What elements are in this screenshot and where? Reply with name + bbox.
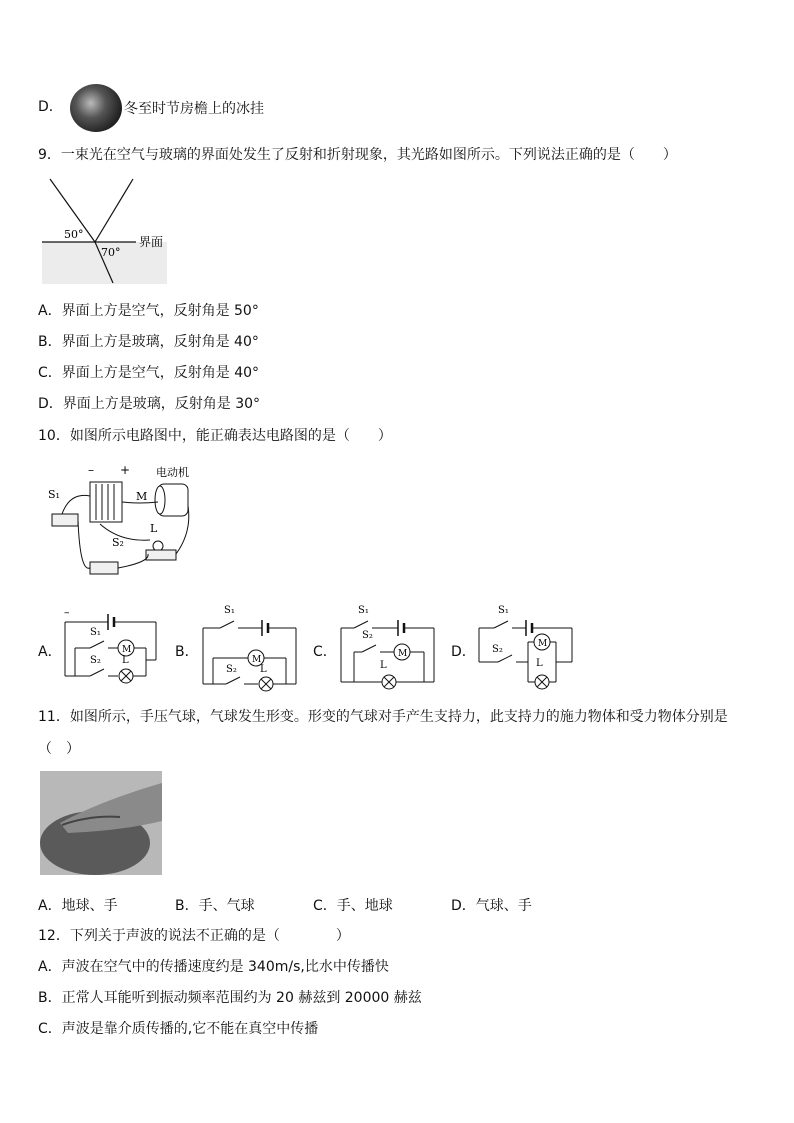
reflected-ray: [95, 179, 133, 242]
switch-s1: [52, 514, 78, 526]
q10-circuit-a: [60, 608, 160, 688]
q11-option-d: D．气球、手: [451, 898, 532, 914]
circuit-b-l: L: [260, 664, 267, 675]
battery-minus: –: [88, 463, 94, 477]
icicle-photo: [70, 84, 122, 132]
circuit-a-l: L: [122, 655, 129, 666]
q10-circuit-d: [474, 600, 579, 692]
angle-right-label: 70°: [101, 246, 121, 259]
q10-option-a-label: A．: [38, 644, 62, 660]
q9-option-c: C．界面上方是空气，反射角是 40°: [38, 365, 260, 381]
angle-left-label: 50°: [64, 228, 84, 241]
circuit-c-motor: M: [398, 649, 408, 659]
hand-pressing-balloon-photo: [40, 771, 162, 875]
switch-s2: [90, 562, 118, 574]
q12-option-a: A．声波在空气中的传播速度约是 340m/s,比水中传播快: [38, 959, 389, 975]
switch-s1-label: S₁: [48, 488, 60, 501]
q8-option-d-text: 冬至时节房檐上的冰挂: [124, 101, 264, 117]
circuit-d-s1: S₁: [498, 605, 509, 616]
q12-stem: 12．下列关于声波的说法不正确的是（ ）: [38, 928, 350, 944]
circuit-d-motor: M: [538, 639, 548, 649]
battery-pack: [90, 482, 122, 522]
circuit-a-motor: M: [122, 645, 132, 655]
q10-option-d-label: D．: [451, 644, 476, 660]
circuit-a-s1: S₁: [90, 627, 101, 638]
circuit-b-motor: M: [252, 655, 262, 665]
circuit-c-s2: S₂: [362, 630, 373, 641]
q11-option-a: A．地球、手: [38, 898, 118, 914]
q9-stem: 9．一束光在空气与玻璃的界面处发生了反射和折射现象，其光路如图所示。下列说法正确的是（ ）: [38, 147, 677, 163]
q10-physical-circuit-figure: [40, 462, 200, 580]
q10-option-b-label: B．: [175, 644, 199, 660]
circuit-b-s2: S₂: [226, 664, 237, 675]
q9-option-d: D．界面上方是玻璃，反射角是 30°: [38, 396, 261, 412]
motor-m-label: M: [136, 490, 148, 503]
q9-light-path-figure: [38, 175, 173, 287]
circuit-c-s1: S₁: [358, 605, 369, 616]
q12-option-c: C．声波是靠介质传播的,它不能在真空中传播: [38, 1021, 319, 1037]
motor-label: 电动机: [156, 466, 189, 479]
q10-circuit-b: [198, 602, 303, 692]
switch-s2-label: S₂: [112, 536, 124, 549]
circuit-d-l: L: [536, 658, 543, 669]
q9-option-a: A．界面上方是空气，反射角是 50°: [38, 303, 259, 319]
lamp-l-label: L: [150, 522, 158, 535]
q10-stem: 10．如图所示电路图中，能正确表达电路图的是（ ）: [38, 428, 392, 444]
q11-option-b: B．手、气球: [175, 898, 255, 914]
q9-option-b: B．界面上方是玻璃，反射角是 40°: [38, 334, 259, 350]
q12-option-b: B．正常人耳能听到振动频率范围约为 20 赫兹到 20000 赫兹: [38, 990, 422, 1006]
battery-plus: +: [120, 463, 131, 477]
circuit-a-s2: S₂: [90, 655, 101, 666]
q10-option-c-label: C．: [313, 644, 337, 660]
circuit-d-s2: S₂: [492, 644, 503, 655]
interface-label: 界面: [139, 235, 164, 249]
q11-option-c: C．手、地球: [313, 898, 393, 914]
q8-option-d-label: D．: [38, 99, 63, 115]
circuit-c-l: L: [380, 660, 387, 671]
circuit-a-minus: –: [64, 608, 70, 619]
circuit-b-s1: S₁: [224, 605, 235, 616]
q11-stem-line2: （ ）: [38, 741, 80, 757]
q11-stem-line1: 11．如图所示，手压气球，气球发生形变。形变的气球对手产生支持力，此支持力的施力物体和受力物体分别是: [38, 709, 728, 725]
q10-circuit-c: [336, 600, 441, 692]
